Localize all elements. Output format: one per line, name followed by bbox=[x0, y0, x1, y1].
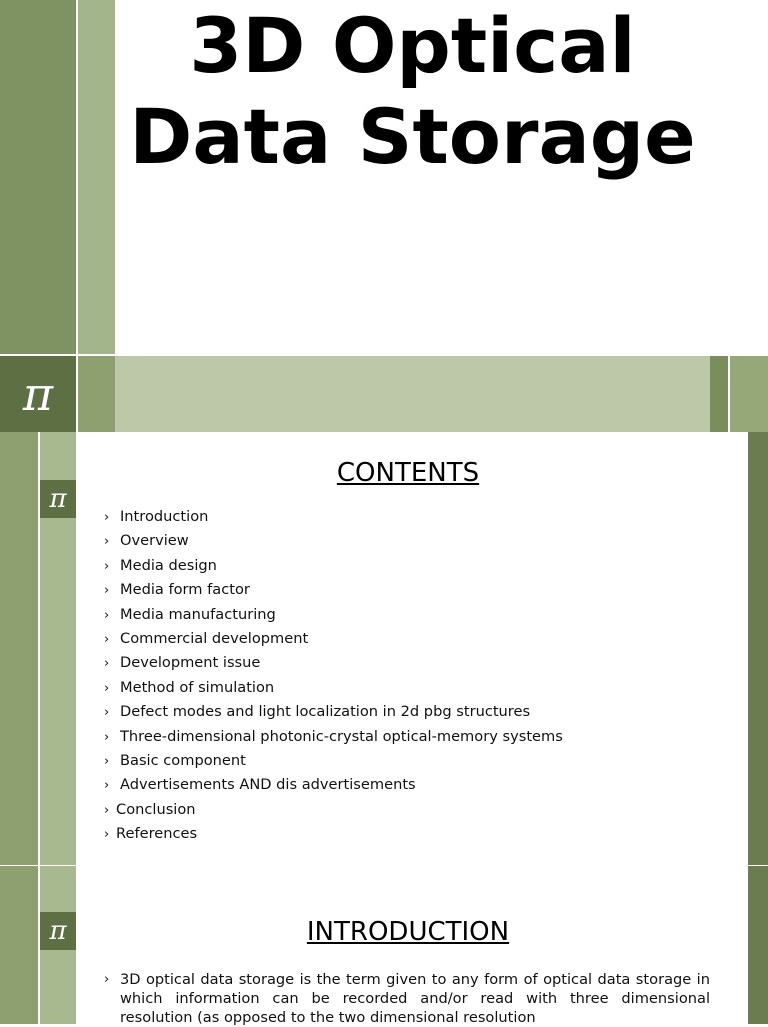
list-item-label: Introduction bbox=[120, 508, 209, 525]
chevron-right-icon: › bbox=[104, 827, 110, 843]
list-item bbox=[104, 749, 724, 773]
pi-symbol-icon: π bbox=[40, 480, 76, 518]
pi-symbol-icon: π bbox=[40, 912, 76, 950]
list-item bbox=[104, 554, 724, 578]
slide-title: 3D Optical Data Storage bbox=[129, 1, 696, 181]
decor-bar-main bbox=[115, 356, 710, 432]
chevron-right-icon: › bbox=[104, 607, 110, 623]
list-item-label: Method of simulation bbox=[120, 678, 275, 696]
list-item bbox=[104, 651, 724, 675]
list-item-label: References bbox=[116, 825, 198, 843]
list-item bbox=[104, 798, 724, 822]
list-item bbox=[104, 676, 724, 700]
chevron-right-icon: › bbox=[104, 631, 110, 647]
list-item bbox=[104, 578, 724, 602]
chevron-right-icon: › bbox=[104, 510, 110, 525]
decor-bar-segment bbox=[78, 356, 115, 432]
list-item-label: Overview bbox=[120, 532, 189, 550]
list-item-label: Conclusion bbox=[116, 800, 196, 818]
list-item-label: Development issue bbox=[120, 654, 261, 672]
chevron-right-icon: › bbox=[104, 778, 110, 794]
list-item-label: Media form factor bbox=[120, 581, 250, 599]
chevron-right-icon: › bbox=[104, 802, 110, 818]
chevron-right-icon: › bbox=[104, 656, 110, 672]
list-item bbox=[104, 627, 724, 651]
list-item-label: Three-dimensional photonic-crystal optical-memory systems bbox=[120, 727, 563, 745]
contents-band-right bbox=[748, 432, 768, 865]
chevron-right-icon: › bbox=[104, 680, 110, 696]
list-item bbox=[104, 505, 724, 529]
chevron-right-icon: › bbox=[104, 583, 110, 599]
pi-symbol-icon: π bbox=[22, 367, 54, 421]
list-item-label: Commercial development bbox=[120, 629, 309, 647]
list-item-label: Media design bbox=[120, 556, 217, 574]
intro-band-right bbox=[748, 866, 768, 1024]
title-slide-band-left bbox=[0, 0, 76, 354]
intro-band-left bbox=[0, 866, 38, 1024]
title-slide-band-right bbox=[78, 0, 115, 354]
decor-bar-segment bbox=[710, 356, 728, 432]
introduction-heading: INTRODUCTION bbox=[306, 917, 510, 947]
chevron-right-icon: › bbox=[104, 753, 110, 769]
contents-list bbox=[104, 505, 724, 846]
chevron-right-icon: › bbox=[104, 534, 110, 550]
chevron-right-icon: › bbox=[104, 972, 110, 987]
decor-bar-segment bbox=[730, 356, 768, 432]
list-item bbox=[104, 700, 724, 724]
chevron-right-icon: › bbox=[104, 558, 110, 574]
list-item bbox=[104, 822, 724, 846]
list-item bbox=[104, 725, 724, 749]
introduction-paragraph bbox=[104, 970, 710, 1027]
contents-band-left bbox=[0, 432, 38, 865]
list-item-label: Advertisements AND dis advertisements bbox=[120, 776, 416, 794]
list-item-label: Defect modes and light localization in 2d pbg structures bbox=[120, 703, 531, 721]
contents-heading: CONTENTS bbox=[336, 458, 480, 488]
list-item bbox=[104, 773, 724, 797]
paragraph-text: 3D optical data storage is the term given to any form of optical data storage in which information can be recorded and/or read with three dimensional resolution (as opposed to the two dimensional resolution bbox=[120, 971, 710, 1026]
list-item bbox=[104, 603, 724, 627]
divider bbox=[0, 865, 768, 866]
chevron-right-icon: › bbox=[104, 705, 110, 721]
list-item bbox=[104, 529, 724, 553]
list-item-label: Basic component bbox=[120, 751, 246, 769]
list-item-label: Media manufacturing bbox=[120, 605, 276, 623]
chevron-right-icon: › bbox=[104, 729, 110, 745]
